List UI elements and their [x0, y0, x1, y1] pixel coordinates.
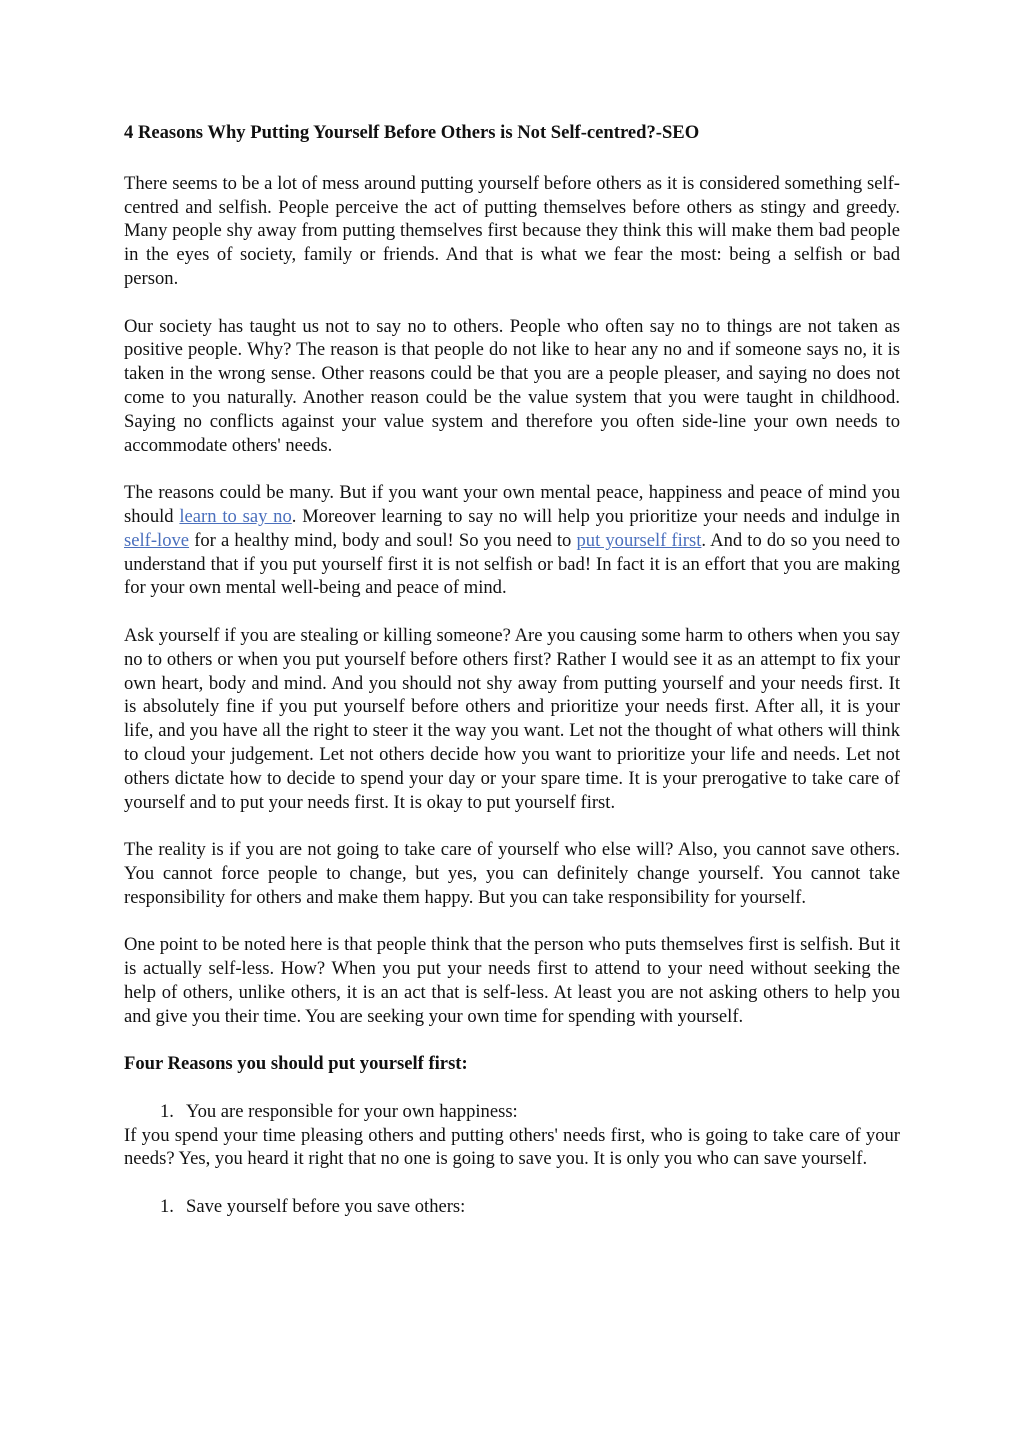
paragraph-text: for a healthy mind, body and soul! So you need to	[189, 529, 577, 551]
list-item-1	[124, 1100, 900, 1124]
list-item-label: You are responsible for your own happiness:	[186, 1100, 518, 1122]
link-put-yourself-first[interactable]: put yourself first	[576, 529, 702, 551]
list-number: 1.	[160, 1196, 174, 1218]
list-item-body: If you spend your time pleasing others and putting others' needs first, who is going to take care of your needs? Yes, you heard it right that no one is going to save you. It is only you who can save yourself.	[124, 1124, 900, 1170]
paragraph-society: Our society has taught us not to say no to others. People who often say no to things are not taken as positive people. Why? The reason is that people do not like to hear any no and if someone says no, it is taken in the wrong sense. Other reasons could be that you are a people pleaser, and saying no does not come to you naturally. Another reason could be the value system that you were taught in childhood. Saying no conflicts against your value system and therefore you often side-line your own needs to accommodate others' needs.	[124, 315, 900, 456]
list-item-2	[124, 1195, 900, 1219]
section-heading: Four Reasons you should put yourself first:	[124, 1053, 468, 1075]
link-learn-to-say-no[interactable]: learn to say no	[179, 505, 292, 527]
paragraph-ask-yourself: Ask yourself if you are stealing or killing someone? Are you causing some harm to others when you say no to others or when you put yourself before others first? Rather I would see it as an attempt to fix your own heart, body and mind. And you should not shy away from putting yourself and your needs first. It is absolutely fine if you put yourself before others and prioritize your needs first. After all, it is your life, and you have all the right to steer it the way you want. Let not the thought of what others will think to cloud your judgement. Let not others decide how you want to prioritize your life and needs. Let not others dictate how to decide to spend your day or your spare time. It is your prerogative to take care of yourself and to put your needs first. It is okay to put yourself first.	[124, 624, 900, 813]
document-page	[124, 121, 900, 1219]
paragraph-text: . And to do so you need to understand that if you put yourself first it is not selfish or bad! In fact it is an effort that you are making for your own mental well-being and peace of mind.	[124, 529, 900, 599]
document-title: 4 Reasons Why Putting Yourself Before Others is Not Self-centred?-SEO	[124, 122, 700, 143]
paragraph-text: . Moreover learning to say no will help you prioritize your needs and indulge in	[291, 505, 900, 527]
paragraph-selfless: One point to be noted here is that people think that the person who puts themselves first is selfish. But it is actually self-less. How? When you put your needs first to attend to your need without seeking the help of others, unlike others, it is an act that is self-less. At least you are not asking others to help you and give you their time. You are seeking your own time for spending with yourself.	[124, 934, 900, 1027]
paragraph-intro: There seems to be a lot of mess around putting yourself before others as it is considered something self-centred and selfish. People perceive the act of putting themselves before others as stingy and greedy. Many people shy away from putting themselves first because they think this will make them bad people in the eyes of society, family or friends. And that is what we fear the most: being a selfish or bad person.	[124, 172, 900, 289]
paragraph-reasons	[124, 481, 900, 600]
list-item-label: Save yourself before you save others:	[186, 1196, 466, 1218]
paragraph-text: The reasons could be many. But if you want your own mental peace, happiness and peace of mind you should	[124, 482, 900, 527]
list-number: 1.	[160, 1100, 174, 1122]
link-self-love[interactable]: self-love	[124, 529, 190, 551]
paragraph-reality: The reality is if you are not going to take care of yourself who else will? Also, you cannot save others. You cannot force people to change, but yes, you can definitely change yourself. You cannot take responsibility for others and make them happy. But you can take responsibility for yourself.	[124, 839, 900, 908]
